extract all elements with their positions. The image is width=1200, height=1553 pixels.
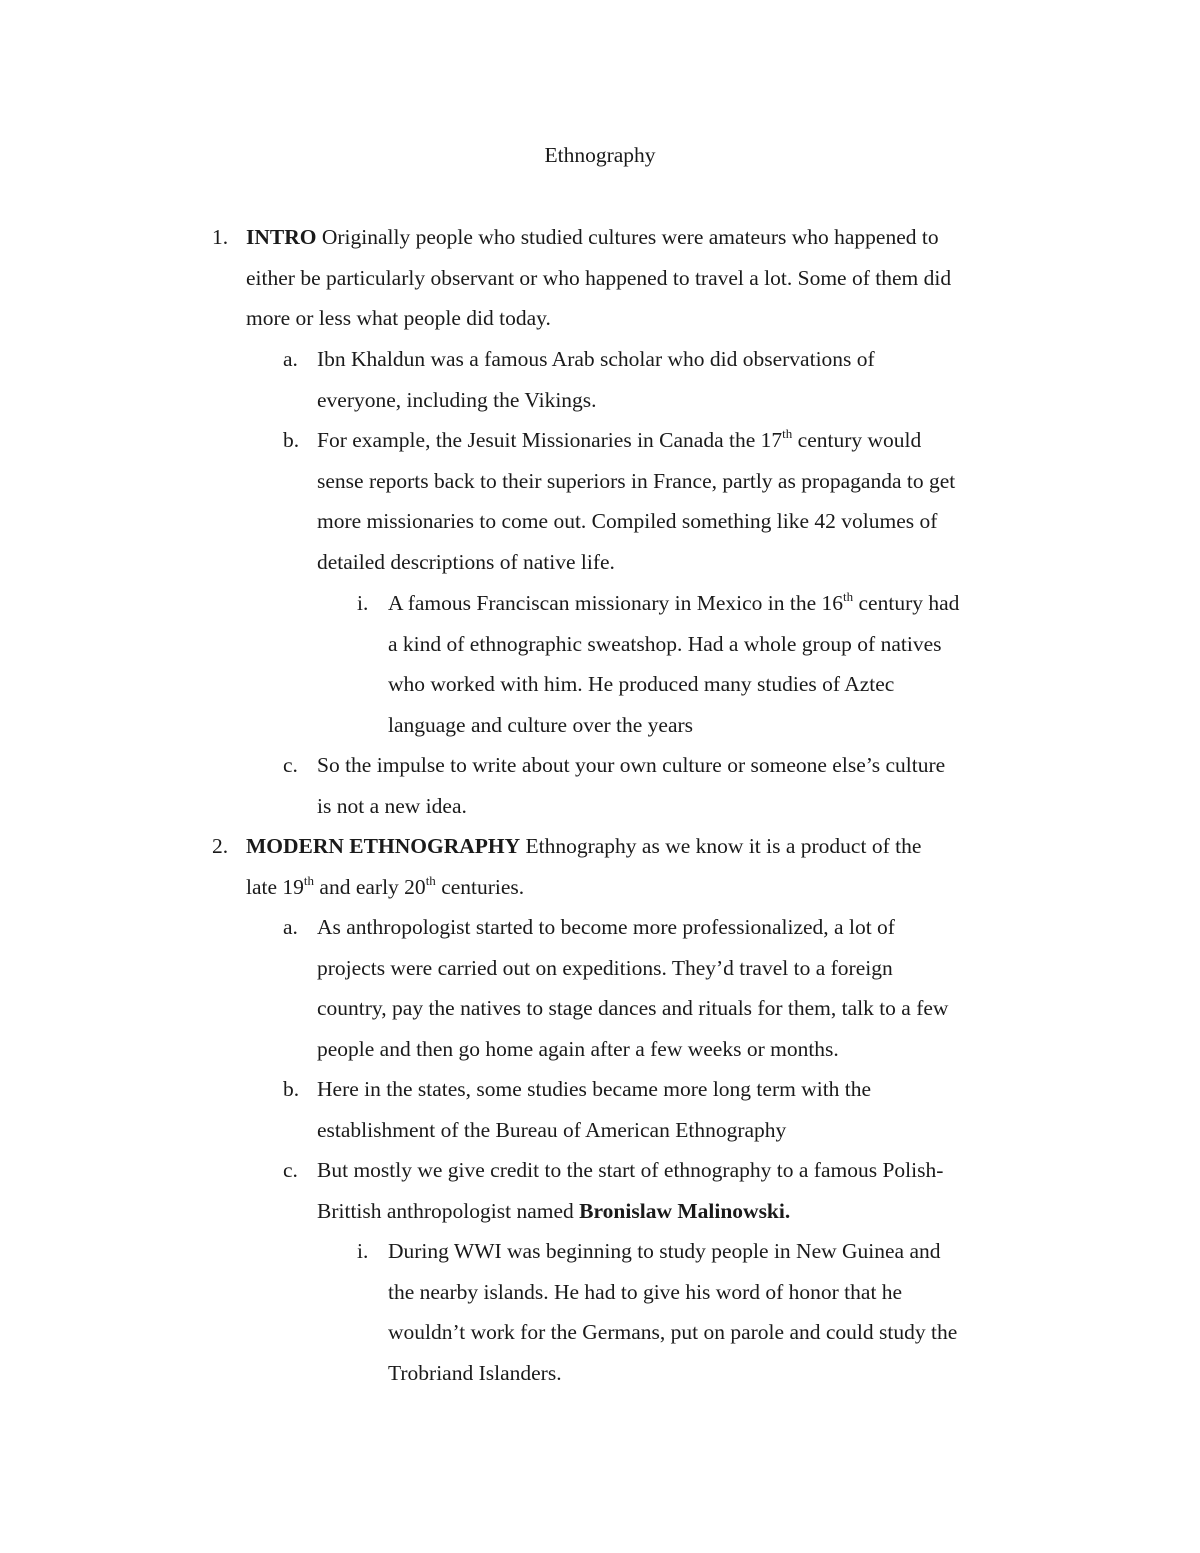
item-1b-marker: b. bbox=[283, 428, 300, 452]
list-line: Ibn Khaldun was a famous Arab scholar who did observations of bbox=[317, 347, 875, 371]
item-1c-text bbox=[317, 745, 1047, 826]
list-line: detailed descriptions of native life. bbox=[317, 549, 615, 574]
list-line: So the impulse to write about your own culture or someone else’s culture bbox=[317, 753, 946, 777]
item-1b-text bbox=[317, 420, 1047, 582]
item-2a-marker: a. bbox=[283, 915, 298, 939]
list-line: projects were carried out on expeditions. They’d travel to a foreign bbox=[317, 955, 893, 980]
list-line: wouldn’t work for the Germans, put on parole and could study the bbox=[388, 1320, 958, 1345]
item-2c-text bbox=[317, 1150, 1047, 1231]
list-line: the nearby islands. He had to give his word of honor that he bbox=[388, 1279, 903, 1304]
list-line: country, pay the natives to stage dances and rituals for them, talk to a few bbox=[317, 996, 949, 1021]
section-1-paragraph bbox=[246, 217, 1046, 339]
list-line: During WWI was beginning to study people in New Guinea and bbox=[388, 1239, 941, 1263]
section-2-line-2: late 19th and early 20th centuries. bbox=[246, 872, 525, 899]
list-line: is not a new idea. bbox=[317, 793, 467, 818]
item-2b-text bbox=[317, 1069, 1047, 1150]
item-2c-i-text bbox=[388, 1231, 1048, 1393]
list-line: more missionaries to come out. Compiled something like 42 volumes of bbox=[317, 509, 938, 534]
list-line: language and culture over the years bbox=[388, 712, 694, 737]
section-1-line-2: either be particularly observant or who happened to travel a lot. Some of them did bbox=[246, 265, 952, 290]
section-2-line-1: MODERN ETHNOGRAPHY Ethnography as we know it is a product of the bbox=[246, 834, 922, 858]
list-line: a kind of ethnographic sweatshop. Had a whole group of natives bbox=[388, 631, 942, 656]
person-name-bold: Bronislaw Malinowski. bbox=[579, 1198, 791, 1223]
list-line: people and then go home again after a few weeks or months. bbox=[317, 1036, 839, 1061]
item-1a-marker: a. bbox=[283, 347, 298, 371]
section-1-number: 1. bbox=[212, 225, 229, 249]
item-2a-text bbox=[317, 907, 1047, 1069]
item-2c-i-marker: i. bbox=[357, 1239, 369, 1263]
section-1-heading: INTRO bbox=[246, 225, 317, 249]
item-1a-text bbox=[317, 339, 1047, 420]
list-line: establishment of the Bureau of American Ethnography bbox=[317, 1117, 787, 1142]
section-2-paragraph bbox=[246, 826, 1046, 907]
item-2c-marker: c. bbox=[283, 1158, 298, 1182]
item-1b-i-marker: i. bbox=[357, 591, 369, 615]
item-1c-marker: c. bbox=[283, 753, 298, 777]
item-1b-i-text bbox=[388, 583, 1048, 745]
item-2b-marker: b. bbox=[283, 1077, 300, 1101]
list-line: everyone, including the Vikings. bbox=[317, 387, 597, 412]
section-1-line-1: INTRO Originally people who studied cultures were amateurs who happened to bbox=[246, 225, 939, 249]
list-line: As anthropologist started to become more professionalized, a lot of bbox=[317, 915, 895, 939]
section-2-heading: MODERN ETHNOGRAPHY bbox=[246, 834, 521, 858]
list-line: Here in the states, some studies became more long term with the bbox=[317, 1077, 872, 1101]
list-line: A famous Franciscan missionary in Mexico in the 16th century had bbox=[388, 589, 960, 615]
list-line: sense reports back to their superiors in France, partly as propaganda to get bbox=[317, 468, 956, 493]
section-2-number: 2. bbox=[212, 834, 229, 858]
list-line: who worked with him. He produced many studies of Aztec bbox=[388, 672, 895, 697]
list-line: But mostly we give credit to the start of ethnography to a famous Polish- bbox=[317, 1158, 944, 1182]
section-1-line-3: more or less what people did today. bbox=[246, 306, 551, 331]
list-line: Trobriand Islanders. bbox=[388, 1360, 562, 1385]
document-title: Ethnography bbox=[544, 143, 656, 167]
list-line: For example, the Jesuit Missionaries in Canada the 17th century would bbox=[317, 426, 922, 452]
list-line: Brittish anthropologist named Bronislaw Malinowski. bbox=[317, 1198, 791, 1223]
